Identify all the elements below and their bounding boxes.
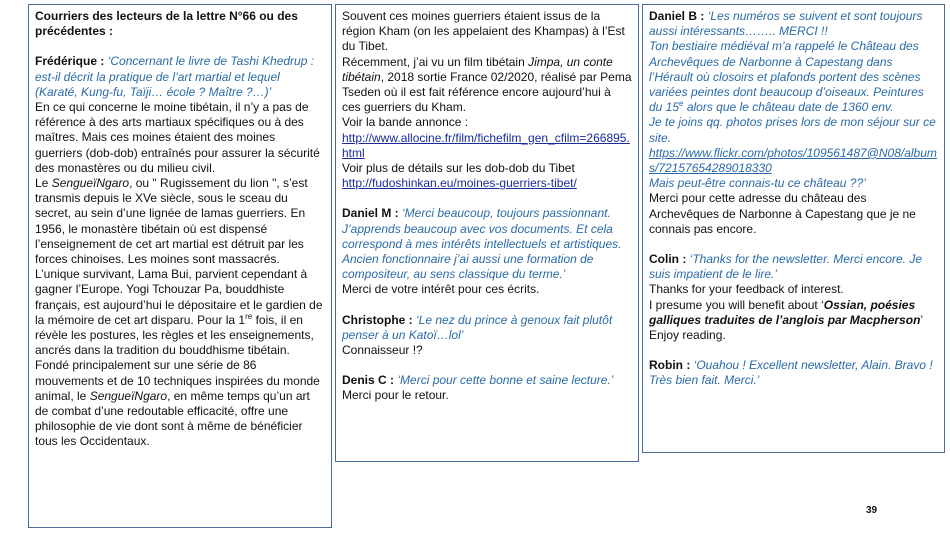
reply-text-senguei xyxy=(35,176,325,450)
letter-denis xyxy=(342,373,632,388)
section-heading: Courriers des lecteurs de la lettre N°66 ou des précédentes : xyxy=(35,9,298,39)
reader-quote: ‘Ouahou ! Excellent newsletter, Alain. Bravo ! Très bien fait. Merci.’ xyxy=(649,358,933,388)
text-part: ’ xyxy=(920,312,924,327)
text-part: I presume you will benefit about ‘ xyxy=(649,297,824,312)
reply-text: Merci pour le retour. xyxy=(342,388,449,403)
flickr-link[interactable]: https://www.flickr.com/photos/109561487@N08/albums/72157654289018330 xyxy=(649,145,937,176)
text-part: , en même temps qu’un art de combat d’une redoutable efficacité, offre une philosophie de vie dont sont à même de bénéficier tous les Occidentaux. xyxy=(35,388,310,449)
reader-quote-photos: Je te joins qq. photos prises lors de mon séjour sur ce site. xyxy=(649,115,936,145)
superscript: e xyxy=(679,99,684,109)
reply-text: Merci pour cette adresse du château des Archevêques de Narbonne à Capestang que je ne connais pas encore. xyxy=(649,191,916,236)
letters-column-1 xyxy=(28,4,332,528)
quote-part: )’ xyxy=(264,84,272,99)
reply-text: Merci de votre intérêt pour ces écrits. xyxy=(342,282,540,297)
letter-robin xyxy=(649,358,938,388)
reader-quote: ‘Thanks for the newsletter. Merci encore. Je suis impatient de le lire.’ xyxy=(649,252,922,282)
reader-quote-question: Mais peut-être connais-tu ce château ??’ xyxy=(649,176,866,191)
letter-daniel-b xyxy=(649,9,938,39)
reader-quote: ‘Merci pour cette bonne et saine lecture.’ xyxy=(397,373,614,388)
details-link[interactable]: http://fudoshinkan.eu/moines-guerriers-tibet/ xyxy=(342,176,577,191)
trailer-link[interactable]: http://www.allocine.fr/film/fichefilm_gen_cfilm=266895.html xyxy=(342,130,630,160)
reader-quote: ‘Le nez du prince à genoux fait plutôt penser à un Katoï…lol’ xyxy=(342,312,613,342)
quote-part: alors que le château date de 1360 env. xyxy=(683,100,894,115)
letters-column-3 xyxy=(642,4,945,453)
letter-frederique xyxy=(35,54,325,100)
reply-text: En ce qui concerne le moine tibétain, il n’y a pas de référence à des arts martiaux spécifiques ou à des maîtres. Mais ces moines étaient des moines guerriers (dob-dob) entraînés pour assurer la sécurité des monastères ou du milieu civil. xyxy=(35,100,320,175)
reader-name: Daniel B : xyxy=(649,9,705,23)
text-part: , ou " Rugissement du lion ", s’est transmis depuis le XVe siècle, sous le sceau du secret, au sein d’une lignée de lamas guerriers. En 1956, le monastère tibétain où est dispensé l’enseignement de cet art martial est détruit par les forces chinoises. Les moines sont massacrés. L’unique survivant, Lama Bui, parvient cependant à gagner l’Europe. Yogi Tchouzar Pa, bouddhiste français, est aujourd’hui le dépositaire et le gardien de la mémoire de cet art disparu. Pour la 1 xyxy=(35,176,323,327)
reply-text: Connaisseur !? xyxy=(342,343,423,358)
reply-text: Enjoy reading. xyxy=(649,328,726,343)
senguei-term: SengueïNgaro xyxy=(51,176,130,191)
senguei-term: SengueïNgaro xyxy=(89,388,168,403)
book-title: Ossian, poésies galliques traduites de l’anglois par Macpherson xyxy=(649,297,921,327)
trailer-label: Voir la bande annonce : xyxy=(342,115,469,130)
text-part: Récemment, j’ai vu un film tibétain xyxy=(342,54,529,69)
reader-name: Denis C : xyxy=(342,373,395,388)
letter-colin xyxy=(649,252,938,282)
reader-name: Frédérique : xyxy=(35,54,105,69)
letter-daniel-m xyxy=(342,206,632,282)
text-part: , 2018 sortie France 02/2020, réalisé par Pema Tseden où il est fait référence encore aujourd’hui à ces guerriers du Kham. xyxy=(342,69,632,115)
superscript: re xyxy=(245,311,253,321)
reader-name: Colin : xyxy=(649,252,687,267)
details-label: Voir plus de détails sur les dob-dob du Tibet xyxy=(342,161,575,176)
reader-name: Daniel M : xyxy=(342,206,399,221)
paragraph-film xyxy=(342,55,632,116)
text-part: Le xyxy=(35,176,52,191)
reader-name: Christophe : xyxy=(342,312,413,327)
film-title: Jimpa, un conte tibétain xyxy=(342,54,613,84)
reader-quote: ‘Les numéros se suivent et sont toujours aussi intéressants…….. MERCI !! xyxy=(649,9,923,39)
quote-part: ‘Concernant le livre de Tashi Khedrup : est-il décrit la pratique de l’art martial et lequel ( xyxy=(35,54,315,99)
quote-part-martial-arts: Karaté, Kung-fu, Taïji… école ? Maître ?… xyxy=(39,84,265,99)
reader-quote: ‘Merci beaucoup, toujours passionnant. J’apprends beaucoup avec vos documents. Et cela correspond à mes intérêts intellectuels et artistiques. Ancien fonctionnaire j’ai aussi une formation de compositeur, au sens classique du terme.’ xyxy=(342,206,622,282)
reply-text: Thanks for your feedback of interest. xyxy=(649,282,844,297)
letters-column-2 xyxy=(335,4,639,462)
reader-name: Robin : xyxy=(649,358,691,373)
page-number: 39 xyxy=(866,505,878,516)
paragraph-kham: Souvent ces moines guerriers étaient issus de la région Kham (on les appelaient des Khampas) à l’Est du Tibet. xyxy=(342,9,625,54)
text-part: fois, il en révèle les postures, les règles et les enseignements, ancrés dans la tradition du bouddhisme tibétain. Fondé principalement sur une série de 86 mouvements et de 10 techniques inspirées du monde animal, le xyxy=(35,312,320,403)
reader-quote-castle xyxy=(649,39,938,115)
letter-christophe xyxy=(342,313,632,343)
quote-part: Ton bestiaire médiéval m’a rappelé le Château des Archevêques de Narbonne à Capestang dans l’Hérault où closoirs et plafonds portent des scènes variées peintes dont beaucoup d’oiseaux. Peintures du 15 xyxy=(649,39,924,115)
reply-text-ossian xyxy=(649,298,938,328)
